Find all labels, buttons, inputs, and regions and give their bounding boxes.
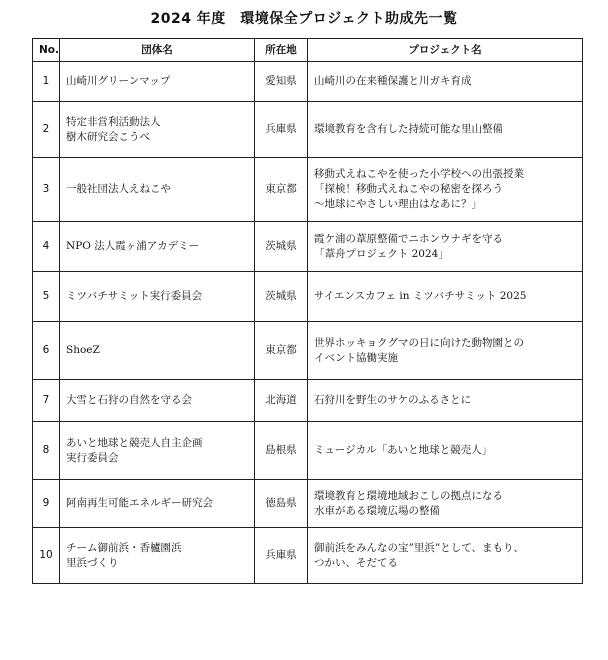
organization-name-line: チーム御前浜・香櫨園浜 (66, 541, 182, 554)
location-cell: 島根県 (255, 422, 308, 480)
row-number: 10 (33, 528, 60, 584)
row-number: 9 (33, 480, 60, 528)
row-number: 2 (33, 102, 60, 158)
header-no: No. (33, 39, 60, 62)
header-location: 所在地 (255, 39, 308, 62)
organization-name-line: 阿南再生可能エネルギー研究会 (66, 497, 213, 509)
project-name-line: ミュージカル「あいと地球と競売人」 (314, 444, 493, 456)
row-number: 3 (33, 158, 60, 222)
organization-name-line: 山崎川グリーンマップ (66, 75, 171, 87)
organization-name-line: 樹木研究会こうべ (66, 130, 150, 143)
organization-name-line: 実行委員会 (66, 451, 119, 464)
table-row (33, 480, 583, 528)
table-row (33, 380, 583, 422)
location-cell: 兵庫県 (255, 528, 308, 584)
project-name-line: 環境教育と環境地域おこしの拠点になる (314, 489, 503, 502)
document-title: 2024 年度 環境保全プロジェクト助成先一覧 (150, 11, 458, 27)
project-name-line: イベント協働実施 (314, 351, 398, 364)
project-cell (308, 62, 583, 102)
project-cell (308, 322, 583, 380)
row-number: 6 (33, 322, 60, 380)
project-cell (308, 380, 583, 422)
organization-cell (60, 422, 255, 480)
location-cell: 兵庫県 (255, 102, 308, 158)
table-row (33, 322, 583, 380)
location-cell: 愛知県 (255, 62, 308, 102)
table-row (33, 222, 583, 272)
project-cell (308, 528, 583, 584)
project-name-line: つかい、そだてる (314, 556, 398, 569)
organization-name-line: 大雪と石狩の自然を守る会 (66, 394, 192, 406)
organization-cell (60, 380, 255, 422)
organization-cell (60, 480, 255, 528)
table-row (33, 62, 583, 102)
organization-cell (60, 102, 255, 158)
location-cell: 茨城県 (255, 272, 308, 322)
organization-name-line: NPO 法人霞ヶ浦アカデミー (66, 240, 200, 252)
organization-cell (60, 222, 255, 272)
project-name-line: 「葦舟プロジェクト 2024」 (314, 247, 449, 260)
project-name-line: 世界ホッキョクグマの日に向けた動物園との (314, 336, 524, 349)
row-number: 1 (33, 62, 60, 102)
project-name-line: サイエンスカフェ in ミツバチサミット 2025 (314, 290, 527, 302)
table-row (33, 102, 583, 158)
header-organization: 団体名 (60, 39, 255, 62)
organization-name-line: ShoeZ (66, 344, 100, 356)
project-cell (308, 222, 583, 272)
organization-cell (60, 528, 255, 584)
grant-recipients-table (32, 38, 583, 584)
project-name-line: 水車がある環境広場の整備 (314, 504, 440, 517)
project-name-line: 御前浜をみんなの宝”里浜”として、まもり、 (314, 541, 525, 554)
project-cell (308, 422, 583, 480)
project-cell (308, 102, 583, 158)
table-row (33, 158, 583, 222)
table-row (33, 528, 583, 584)
location-cell: 徳島県 (255, 480, 308, 528)
location-cell: 東京都 (255, 322, 308, 380)
table-body (33, 62, 583, 584)
location-cell: 東京都 (255, 158, 308, 222)
organization-name-line: ミツバチサミット実行委員会 (66, 290, 203, 302)
table-row (33, 272, 583, 322)
organization-name-line: あいと地球と競売人自主企画 (66, 436, 203, 449)
location-cell: 茨城県 (255, 222, 308, 272)
organization-cell (60, 322, 255, 380)
location-cell: 北海道 (255, 380, 308, 422)
project-name-line: 石狩川を野生のサケのふるさとに (314, 394, 472, 406)
organization-cell (60, 272, 255, 322)
row-number: 5 (33, 272, 60, 322)
table-row (33, 422, 583, 480)
project-cell (308, 272, 583, 322)
row-number: 7 (33, 380, 60, 422)
project-name-line: ～地球にやさしい理由はなあに？」 (314, 198, 482, 210)
organization-cell (60, 62, 255, 102)
header-project: プロジェクト名 (308, 39, 583, 62)
project-name-line: 霞ケ浦の葦原整備でニホンウナギを守る (314, 232, 503, 245)
project-name-line: 環境教育を含有した持続可能な里山整備 (314, 123, 503, 135)
row-number: 4 (33, 222, 60, 272)
organization-name-line: 一般社団法人えねこや (66, 183, 171, 195)
row-number: 8 (33, 422, 60, 480)
project-cell (308, 480, 583, 528)
project-name-line: 「探検！移動式えねこやの秘密を探ろう (314, 183, 503, 195)
project-name-line: 山崎川の在来種保護と川ガキ育成 (314, 75, 472, 87)
table-header-row (33, 39, 583, 62)
project-cell (308, 158, 583, 222)
organization-name-line: 里浜づくり (66, 556, 119, 569)
project-name-line: 移動式えねこやを使った小学校への出張授業 (314, 168, 524, 180)
organization-cell (60, 158, 255, 222)
organization-name-line: 特定非営利活動法人 (66, 115, 161, 128)
